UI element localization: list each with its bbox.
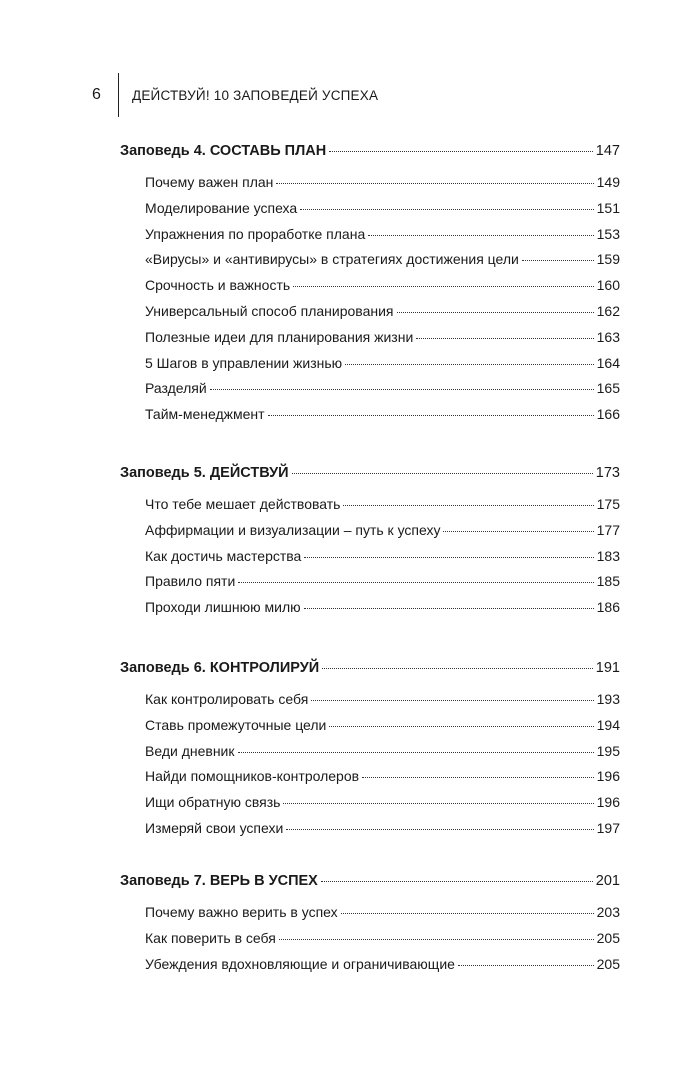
toc-entry [145,226,620,246]
toc-entry-title: Найди помощников-контролеров [145,768,360,785]
toc-entry-page-number: 177 [596,521,620,538]
toc-entry [145,251,620,271]
dot-leader [304,608,594,609]
toc-entry [145,904,620,924]
chapter-heading [120,143,620,163]
toc-entry-title: Что тебе мешает действовать [145,496,341,512]
toc-entry-title: Измеряй свои успехи [145,820,284,836]
toc-entry-title: Как достичь мастерства [145,547,302,564]
dot-leader [458,965,594,966]
toc-entry-page-number: 205 [596,955,620,972]
dot-leader [343,505,593,506]
dot-leader [304,557,593,558]
dot-leader [268,415,594,416]
chapter-page-number: 201 [595,873,620,889]
toc-entry-title: Ищи обратную связь [145,794,281,811]
chapter-heading [120,465,620,485]
toc-entry [145,717,620,737]
dot-leader [276,183,593,184]
book-title: ДЕЙСТВУЙ! 10 ЗАПОВЕДЕЙ УСПЕХА [132,88,379,103]
chapter-heading [120,873,620,893]
toc-entry-page-number: 153 [596,225,620,242]
toc-entry [145,496,620,516]
toc-entry-page-number: 166 [596,406,620,423]
toc-entry [145,573,620,593]
toc-entry-page-number: 151 [596,199,620,216]
toc-entry [145,406,620,426]
toc-entry-title: Моделирование успеха [145,199,298,216]
dot-leader [311,700,593,701]
toc-entry-page-number: 195 [596,742,620,759]
header-divider [118,73,119,117]
toc-entry-title: Правило пяти [145,573,236,590]
toc-entry-page-number: 165 [596,380,620,397]
chapter-page-number: 173 [595,465,620,481]
toc-entry-title: Как поверить в себя [145,929,276,946]
chapter-title: Заповедь 7. ВЕРЬ В УСПЕХ [120,873,318,889]
toc-entry [145,768,620,788]
toc-entry-page-number: 149 [596,174,620,190]
dot-leader [416,338,593,339]
dot-leader [322,668,593,669]
toc-entry-title: Срочность и важность [145,277,291,294]
toc-entry [145,930,620,950]
dot-leader [321,881,593,882]
toc-entry [145,522,620,542]
toc-entry-page-number: 164 [596,354,620,371]
toc-entry-title: Универсальный способ планирования [145,303,394,319]
chapter-heading [120,660,620,680]
toc-entry [145,200,620,220]
dot-leader [397,312,594,313]
dot-leader [286,829,593,830]
toc-entry [145,743,620,763]
running-head [0,85,695,107]
chapter-title: Заповедь 4. СОСТАВЬ ПЛАН [120,143,327,159]
toc-entry-title: «Вирусы» и «антивирусы» в стратегиях достижения цели [145,251,519,268]
toc-entry-page-number: 196 [596,768,620,785]
toc-entry-page-number: 193 [596,691,620,707]
dot-leader [292,473,593,474]
toc-entry-title: Тайм-менеджмент [145,406,265,423]
toc-entry-page-number: 183 [596,547,620,564]
toc-entry-page-number: 185 [596,573,620,590]
toc-entry-page-number: 194 [596,716,620,733]
toc-entry-title: Почему важно верить в успех [145,904,338,920]
toc-entry-title: Как контролировать себя [145,691,309,707]
toc-entry-page-number: 162 [596,303,620,319]
dot-leader [368,235,593,236]
toc-entry-title: Полезные идеи для планирования жизни [145,328,414,345]
toc-entry [145,691,620,711]
chapter-page-number: 191 [595,660,620,676]
dot-leader [293,286,593,287]
toc-entry-page-number: 196 [596,794,620,811]
toc-entry-title: Почему важен план [145,174,274,190]
chapter-title: Заповедь 5. ДЕЙСТВУЙ [120,465,289,481]
toc-entry-title: Веди дневник [145,742,235,759]
toc-entry-page-number: 163 [596,328,620,345]
toc-entry [145,329,620,349]
toc-entry [145,956,620,976]
toc-entry-page-number: 160 [596,277,620,294]
toc-entry-page-number: 159 [596,251,620,268]
toc-entry [145,355,620,375]
page-number: 6 [92,86,101,103]
toc-entry-page-number: 203 [596,904,620,920]
toc-entry [145,303,620,323]
chapter-title: Заповедь 6. КОНТРОЛИРУЙ [120,660,320,676]
toc-entry-title: Ставь промежуточные цели [145,716,327,733]
toc-entry-page-number: 186 [596,599,620,616]
dot-leader [279,939,594,940]
dot-leader [300,209,593,210]
toc-entry-title: Аффирмации и визуализации – путь к успеху [145,521,441,538]
dot-leader [522,260,594,261]
toc-entry [145,599,620,619]
dot-leader [329,151,593,152]
toc-entry-page-number: 197 [596,820,620,836]
dot-leader [210,389,594,390]
dot-leader [329,726,593,727]
dot-leader [238,752,594,753]
toc-entry [145,548,620,568]
dot-leader [362,777,594,778]
toc-entry [145,174,620,194]
dot-leader [443,531,593,532]
toc-entry-page-number: 175 [596,496,620,512]
toc-entry [145,794,620,814]
dot-leader [345,364,593,365]
toc-entry [145,277,620,297]
toc-entry-title: Упражнения по проработке плана [145,225,366,242]
toc-entry-title: Разделяй [145,380,207,397]
chapter-page-number: 147 [595,143,620,159]
toc-entry [145,380,620,400]
dot-leader [341,913,594,914]
toc-entry-title: Проходи лишнюю милю [145,599,301,616]
toc-entry-page-number: 205 [596,929,620,946]
toc-entry-title: 5 Шагов в управлении жизнью [145,354,343,371]
toc-entry [145,820,620,840]
toc-entry-title: Убеждения вдохновляющие и ограничивающие [145,955,455,972]
dot-leader [238,582,593,583]
dot-leader [283,803,593,804]
